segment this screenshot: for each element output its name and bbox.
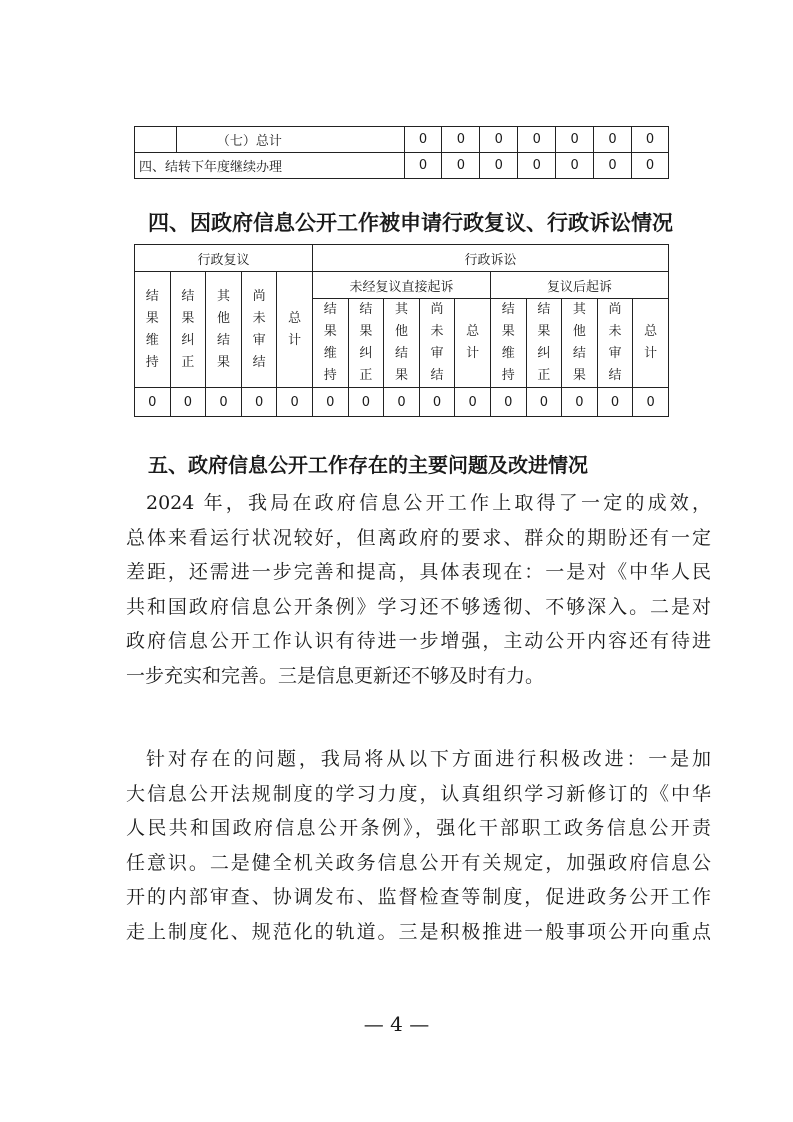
header-char: 维	[501, 346, 515, 361]
header-char: 结	[252, 354, 266, 370]
header-char: 果	[394, 368, 408, 383]
value-cell: 0	[490, 388, 526, 417]
table-cell: 0	[518, 153, 556, 179]
header-char: 维	[145, 332, 159, 348]
header-char: 纠	[359, 346, 373, 361]
table-row	[135, 388, 669, 417]
table-row	[135, 153, 669, 179]
paragraph	[126, 486, 711, 694]
header-char: 结	[323, 302, 337, 317]
after-column-header	[597, 299, 633, 388]
admin-review-header: 行政复议	[135, 245, 313, 272]
value-cell: 0	[135, 388, 171, 417]
table-cell: 0	[480, 127, 518, 153]
header-char: 审	[608, 346, 622, 361]
header-char: 未	[430, 324, 444, 339]
header-char: 其	[394, 302, 408, 317]
table-row	[135, 127, 669, 153]
value-cell: 0	[562, 388, 598, 417]
header-char: 他	[216, 310, 230, 326]
disclosure-summary-table	[134, 126, 669, 179]
value-cell: 0	[455, 388, 491, 417]
paragraph-line: 共和国政府信息公开条例》学习还不够透彻、不够深入。二是对	[126, 595, 711, 618]
table-cell: 0	[594, 127, 632, 153]
header-char: 总	[644, 324, 658, 339]
after-column-header	[526, 299, 562, 388]
after-column-header	[562, 299, 598, 388]
table-cell: 0	[556, 153, 594, 179]
header-char: 果	[145, 310, 159, 326]
litigation-header: 行政诉讼	[312, 245, 668, 272]
value-cell: 0	[312, 388, 348, 417]
table-cell: 0	[632, 127, 669, 153]
direct-suit-header: 未经复议直接起诉	[312, 272, 490, 299]
paragraph-line: 总体来看运行状况较好，但离政府的要求、群众的期盼还有一定	[126, 526, 711, 549]
paragraph-line: 一步充实和完善。三是信息更新还不够及时有力。	[126, 664, 545, 687]
paragraph-line: 2024 年，我局在政府信息公开工作上取得了一定的成效，	[146, 492, 711, 514]
row-label: 四、结转下年度继续办理	[135, 153, 405, 179]
paragraph-line: 任意识。二是健全机关政务信息公开有关规定，加强政府信息公	[126, 851, 711, 874]
table-row	[135, 272, 669, 299]
value-cell: 0	[526, 388, 562, 417]
header-char: 其	[572, 302, 586, 317]
table-cell	[135, 127, 177, 153]
header-char: 结	[608, 368, 622, 383]
direct-column-header	[312, 299, 348, 388]
header-char: 结	[145, 288, 159, 304]
header-char: 计	[288, 332, 302, 348]
header-char: 果	[537, 324, 551, 339]
value-cell: 0	[170, 388, 206, 417]
header-char: 尚	[252, 288, 266, 304]
header-char: 果	[572, 368, 586, 383]
direct-column-header	[455, 299, 491, 388]
value-cell: 0	[241, 388, 277, 417]
header-char: 结	[359, 302, 373, 317]
table-cell: 0	[442, 127, 480, 153]
header-char: 果	[359, 324, 373, 339]
table-cell: 0	[404, 153, 442, 179]
direct-column-header	[419, 299, 455, 388]
header-char: 结	[430, 368, 444, 383]
paragraph-line: 人民共和国政府信息公开条例》，强化干部职工政务信息公开责	[126, 817, 711, 840]
table-cell: 0	[404, 127, 442, 153]
value-cell: 0	[277, 388, 313, 417]
header-char: 计	[644, 346, 658, 361]
header-char: 总	[466, 324, 480, 339]
value-cell: 0	[597, 388, 633, 417]
header-char: 结	[216, 332, 230, 348]
paragraph	[126, 742, 711, 950]
table-cell: 0	[518, 127, 556, 153]
header-char: 正	[359, 368, 373, 383]
header-char: 结	[394, 346, 408, 361]
review-column-header	[135, 272, 171, 388]
review-column-header	[277, 272, 313, 388]
header-char: 未	[608, 324, 622, 339]
table-cell: 0	[556, 127, 594, 153]
paragraph-line: 大信息公开法规制度的学习力度，认真组织学习新修订的《中华	[126, 782, 711, 805]
header-char: 总	[288, 310, 302, 326]
paragraph-line: 走上制度化、规范化的轨道。三是积极推进一般事项公开向重点	[126, 920, 711, 943]
header-char: 结	[572, 346, 586, 361]
value-cell: 0	[384, 388, 420, 417]
header-char: 未	[252, 310, 266, 326]
after-review-header: 复议后起诉	[490, 272, 668, 299]
header-char: 果	[181, 310, 195, 326]
header-char: 结	[181, 288, 195, 304]
header-char: 计	[466, 346, 480, 361]
paragraph-line: 开的内部审查、协调发布、监督检查等制度，促进政务公开工作	[126, 886, 711, 909]
value-cell: 0	[348, 388, 384, 417]
header-char: 正	[537, 368, 551, 383]
paragraph-line: 针对存在的问题，我局将从以下方面进行积极改进：一是加	[146, 748, 711, 770]
header-char: 结	[501, 302, 515, 317]
value-cell: 0	[206, 388, 242, 417]
page-number: — 4 —	[363, 1012, 430, 1036]
table-cell: 0	[594, 153, 632, 179]
after-column-header	[633, 299, 669, 388]
header-char: 纠	[181, 332, 195, 348]
header-char: 纠	[537, 346, 551, 361]
table-row	[135, 245, 669, 272]
header-char: 他	[394, 324, 408, 339]
row-label: （七）总计	[176, 127, 404, 153]
header-char: 结	[537, 302, 551, 317]
paragraph-line: 政府信息公开工作认识有待进一步增强，主动公开内容还有待进	[126, 630, 711, 653]
header-char: 果	[323, 324, 337, 339]
value-cell: 0	[633, 388, 669, 417]
section-heading: 四、因政府信息公开工作被申请行政复议、行政诉讼情况	[148, 210, 673, 235]
header-char: 持	[145, 354, 159, 370]
header-char: 维	[323, 346, 337, 361]
after-column-header	[490, 299, 526, 388]
section-heading: 五、政府信息公开工作存在的主要问题及改进情况	[148, 453, 588, 477]
direct-column-header	[384, 299, 420, 388]
review-column-header	[206, 272, 242, 388]
review-column-header	[241, 272, 277, 388]
header-char: 审	[430, 346, 444, 361]
table-cell: 0	[632, 153, 669, 179]
review-litigation-table	[134, 244, 669, 417]
header-char: 持	[501, 368, 515, 383]
value-cell: 0	[419, 388, 455, 417]
header-char: 果	[501, 324, 515, 339]
header-char: 持	[323, 368, 337, 383]
header-char: 他	[572, 324, 586, 339]
header-char: 其	[216, 288, 230, 304]
direct-column-header	[348, 299, 384, 388]
header-char: 审	[252, 332, 266, 348]
header-char: 果	[216, 354, 230, 370]
header-char: 正	[181, 354, 195, 370]
header-char: 尚	[608, 302, 622, 317]
table-cell: 0	[442, 153, 480, 179]
paragraph-line: 差距，还需进一步完善和提高，具体表现在：一是对《中华人民	[126, 561, 711, 584]
header-char: 尚	[430, 302, 444, 317]
table-cell: 0	[480, 153, 518, 179]
review-column-header	[170, 272, 206, 388]
